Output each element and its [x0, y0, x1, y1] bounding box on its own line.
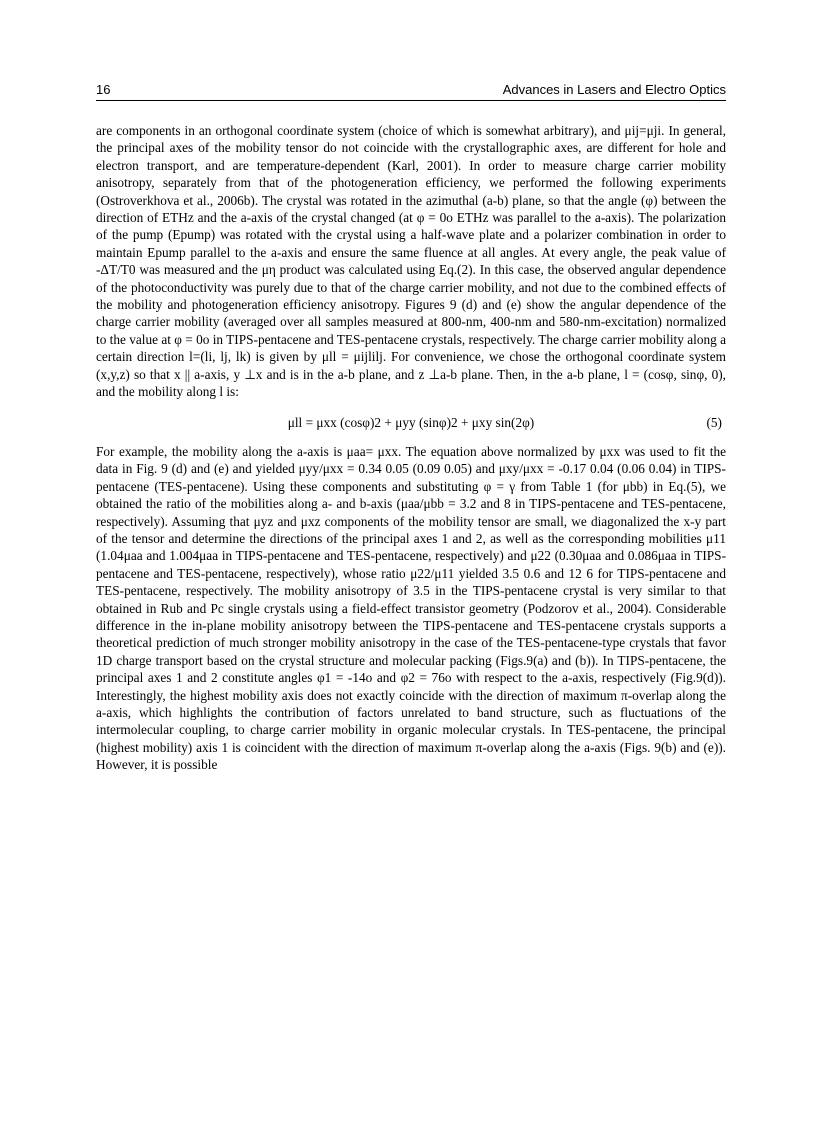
paragraph-2: For example, the mobility along the a-axis is μaa= μxx. The equation above normalized by μxx was used to fit the data in Fig. 9 (d) and (e) and yielded μyy/μxx = 0.34 0.05 (0.09 0.05) and μxy/μxx = -0.17 0.04 (0.06 0.04) in TIPS-pentacene (TES-pentacene). Using these components and substituting φ = γ from Table 1 (for μbb) in Eq.(5), we obtained the ratio of the mobilities along a- and b-axis (μaa/μbb = 3.2 and 8 in TIPS-pentacene and TES-pentacene, respectively). Assuming that μyz and μxz components of the mobility tensor are small, we diagonalized the x-y part of the tensor and determine the directions of the principal axes 1 and 2, as well as the corresponding mobilities μ11 (1.04μaa and 1.004μaa in TIPS-pentacene and TES-pentacene, respectively) and μ22 (0.30μaa and 0.086μaa in TIPS-pentacene and TES-pentacene, respectively), whose ratio μ22/μ11 yielded 3.5 0.6 and 12 6 for TIPS-pentacene and TES-pentacene, respectively. The mobility anisotropy of 3.5 in the TIPS-pentacene crystal is very similar to that obtained in Rub and Pc single crystals using a field-effect transistor geometry (Podzorov et al., 2004). Considerable difference in the in-plane mobility anisotropy between the TIPS-pentacene and TES-pentacene crystals supports a theoretical prediction of much stronger mobility anisotropy in the case of the TES-pentacene-type crystals that favor 1D charge transport based on the crystal structure and molecular packing (Figs.9(a) and (b)). In TIPS-pentacene, the principal axes 1 and 2 constitute angles φ1 = -14o and φ2 = 76o with respect to the a-axis, respectively (Fig.9(d)). Interestingly, the highest mobility axis does not exactly coincide with the direction of maximum π-overlap along the a-axis, which highlights the contribution of factors unrelated to band structure, such as fluctuations of the intermolecular coupling, to charge carrier mobility in organic molecular crystals. In TES-pentacene, the principal (highest mobility) axis 1 is coincident with the direction of maximum π-overlap along the a-axis (Figs. 9(b) and (e)). However, it is possible: [96, 443, 726, 773]
page-number: 16: [96, 82, 111, 97]
equation-number: (5): [706, 414, 722, 430]
paragraph-1: are components in an orthogonal coordinate system (choice of which is somewhat arbitrary), and μij=μji. In general, the principal axes of the mobility tensor do not coincide with the crystallographic axes, are different for hole and electron transport, and are temperature-dependent (Karl, 2001). In order to measure charge carrier mobility anisotropy, separately from that of the photogeneration efficiency, we performed the following experiments (Ostroverkhova et al., 2006b). The crystal was rotated in the azimuthal (a-b) plane, so that the angle (φ) between the direction of ETHz and the a-axis of the crystal changed (at φ = 0o ETHz was parallel to the a-axis). The polarization of the pump (Epump) was rotated with the crystal using a half-wave plate and a polarizer combination in order to maintain Epump parallel to the a-axis and ensure the same fluence at all angles. At every angle, the peak value of -ΔT/T0 was measured and the μη product was calculated using Eq.(2). In this case, the observed angular dependence of the photoconductivity was purely due to that of the charge carrier mobility, and not due to the combined effects of the mobility and photogeneration efficiency anisotropy. Figures 9 (d) and (e) show the angular dependence of the charge carrier mobility (averaged over all samples measured at 800-nm, 400-nm and 580-nm-excitation) normalized to the value at φ = 0o in TIPS-pentacene and TES-pentacene crystals, respectively. The charge carrier mobility along a certain direction l=(li, lj, lk) is given by μll = μijlilj. For convenience, we chose the orthogonal coordinate system (x,y,z) so that x || a-axis, y ⊥x and is in the a-b plane, and z ⊥a-b plane. Then, in the a-b plane, l = (cosφ, sinφ, 0), and the mobility along l is:: [96, 123, 726, 400]
body-text: [96, 122, 726, 774]
equation-5: [96, 414, 726, 431]
page-header: [96, 80, 726, 101]
equation-text: μll = μxx (cosφ)2 + μyy (sinφ)2 + μxy sin(2φ): [287, 414, 535, 430]
running-title: Advances in Lasers and Electro Optics: [502, 82, 726, 97]
